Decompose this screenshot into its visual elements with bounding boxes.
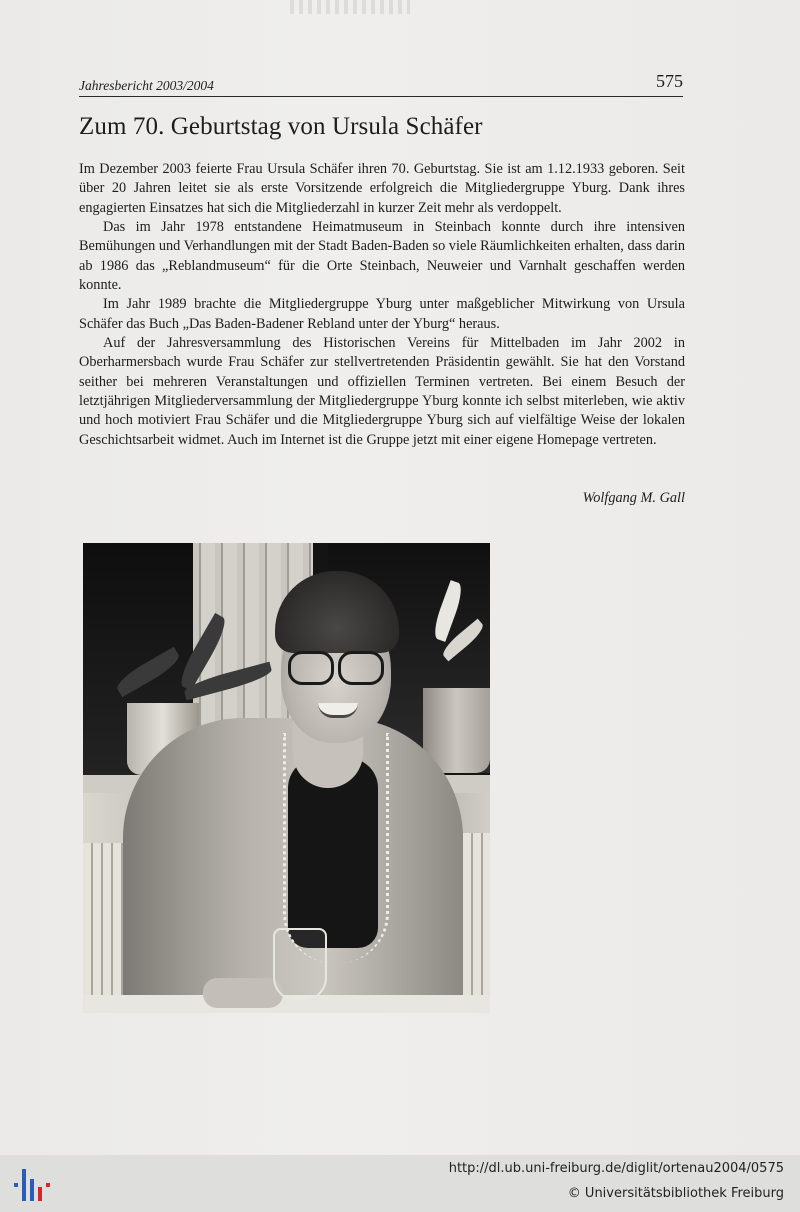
footer-bar	[0, 1155, 800, 1212]
paragraph-1: Im Dezember 2003 feierte Frau Ursula Schäfer ihren 70. Geburtstag. Sie ist am 1.12.1933 geboren. Seit über 20 Jahren leitet sie als erste Vorsitzende erfolgreich die Mitgliedergruppe Yburg. Dank ihres engagierten Einsatzes hat sich die Mitgliederzahl in kurzer Zeit mehr als verdoppelt.	[79, 161, 685, 216]
article-body	[79, 160, 685, 450]
page-number: 575	[656, 71, 683, 91]
ub-freiburg-logo-icon	[12, 1165, 52, 1205]
paragraph-4: Auf der Jahresversammlung des Historischen Vereins für Mittelbaden im Jahr 2002 in Oberharmersbach wurde Frau Schäfer zur stellvertretenden Präsidentin gewählt. Sie hat den Vorstand seither bei mehreren Veranstaltungen und offiziellen Terminen vertreten. Bei einem Besuch der letztjährigen Mitgliederversammlung der Mitgliedergruppe Yburg konnte ich selbst miterleben, wie aktiv und hoch motiviert Frau Schäfer und die Mitgliedergruppe Yburg sich auf vielfältige Weise der lokalen Geschichtsarbeit widmet. Auch im Internet ist die Gruppe jetzt mit einer eigene Homepage vertreten.	[79, 335, 685, 448]
article-title: Zum 70. Geburtstag von Ursula Schäfer	[79, 113, 483, 140]
wine-glass	[273, 928, 327, 1002]
portrait-photo	[83, 543, 490, 1013]
paragraph-2: Das im Jahr 1978 entstandene Heimatmuseum in Steinbach konnte durch ihre intensiven Bemühungen und Verhandlungen mit der Stadt Baden-Baden so viele Räumlichkeiten erhalten, dass darin ab 1986 das „Reblandmuseum“ für die Orte Steinbach, Neuweier und Varnhalt geschaffen werden konnte.	[79, 219, 686, 294]
copyright-notice: © Universitätsbibliothek Freiburg	[567, 1186, 784, 1201]
journal-title: Jahresbericht 2003/2004	[79, 78, 214, 93]
bleed-through-text	[290, 0, 410, 14]
author-signature: Wolfgang M. Gall	[582, 490, 685, 506]
running-head	[79, 71, 683, 97]
source-url-link[interactable]: http://dl.ub.uni-freiburg.de/diglit/ortenau2004/0575	[448, 1161, 784, 1176]
paragraph-3: Im Jahr 1989 brachte die Mitgliedergruppe Yburg unter maßgeblicher Mitwirkung von Ursula Schäfer das Buch „Das Baden-Badener Rebland unter der Yburg“ heraus.	[79, 296, 685, 332]
glasses	[288, 651, 384, 681]
